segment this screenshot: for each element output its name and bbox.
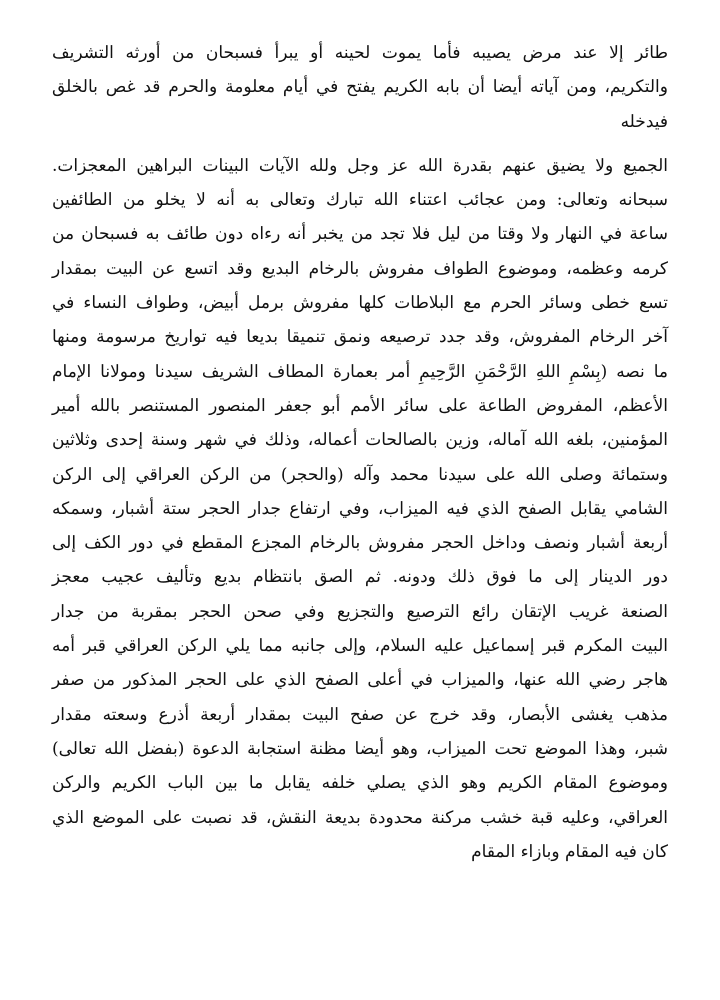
text-line: الصنعة غريب الإتقان رائع الترصيع والتجزيع وفي صحن الحجر بمقربة من جدار bbox=[52, 601, 668, 622]
text-line: سبحانه وتعالى: ومن عجائب اعتناء الله تبارك وتعالى به أنه لا يخلو من الطائفين bbox=[52, 190, 668, 211]
text-line: وستمائة وصلى الله على سيدنا محمد وآله (والحجر) من الركن العراقي إلى الركن bbox=[52, 464, 668, 485]
paragraph-2 bbox=[52, 149, 668, 869]
text-line: الجميع ولا يضيق عنهم بقدرة الله عز وجل ولله الآيات البينات البراهين المعجزات. bbox=[52, 155, 668, 176]
paragraph-1 bbox=[52, 36, 668, 139]
text-line: طائر إلا عند مرض يصيبه فأما يموت لحينه أو يبرأ فسبحان من أورثه التشريف bbox=[52, 43, 668, 63]
text-line: فيدخله bbox=[620, 111, 668, 132]
text-line: دور الدينار إلى ما فوق ذلك ودونه. ثم الصق بانتظام بديع وتأليف عجيب معجز bbox=[52, 567, 668, 588]
text-line: ساعة في النهار ولا وقتا من ليل فلا تجد من يخبر أنه رءاه دون طائف به فسبحان من bbox=[52, 224, 668, 245]
text-line: أربعة أشبار ونصف وداخل الحجر مفروش بالرخام المجزع المقطع في دور الكف إلى bbox=[52, 533, 668, 554]
text-line: هاجر رضي الله عنها، والميزاب في أعلى الصفح الذي على الحجر المذكور من صفر bbox=[52, 670, 668, 691]
text-line: شبر، وهذا الموضع تحت الميزاب، وهو أيضا مظنة استجابة الدعوة (بفضل الله تعالى) bbox=[52, 738, 668, 759]
text-line: المؤمنين، بلغه الله آماله، وزين بالصالحات أعماله، وذلك في شهر وسنة إحدى وثلاثين bbox=[52, 430, 668, 451]
text-line: تسع خطى وسائر الحرم مع البلاطات كلها مفروش برمل أبيض، وطواف النساء في bbox=[52, 293, 668, 314]
text-line: كان فيه المقام وبازاء المقام bbox=[471, 841, 668, 862]
text-line: البيت المكرم قبر إسماعيل عليه السلام، وإلى جانبه مما يلي الركن العراقي قبر أمه bbox=[52, 636, 668, 657]
text-line: الشامي يقابل الصفح الذي فيه الميزاب، وفي ارتفاع جدار الحجر ستة أشبار، وسمكه bbox=[52, 498, 668, 519]
text-line: العراقي، وعليه قبة خشب مركنة محدودة بديعة النقش، قد نصبت على الموضع الذي bbox=[52, 807, 668, 828]
text-line: ما نصه (بِسْمِ اللهِ الرَّحْمَنِ الرَّحِيمِ أمر بعمارة المطاف الشريف سيدنا ومولانا الإمام bbox=[52, 361, 668, 382]
text-line: والتكريم، ومن آياته أيضا أن بابه الكريم يفتح في أيام معلومة والحرم قد غص بالخلق bbox=[52, 77, 668, 98]
text-line: الأعظم، المفروض الطاعة على سائر الأمم أبو جعفر المنصور المستنصر بالله أمير bbox=[52, 395, 668, 416]
text-line: مذهب يغشى الأبصار، وقد خرج عن صفح البيت بمقدار أربعة أذرع وسعته مقدار bbox=[52, 704, 668, 725]
text-line: آخر الرخام المفروش، وقد جدد ترصيعه ونمق تنميقا بديعا فيه تواريخ مرسومة ومنها bbox=[52, 327, 668, 348]
text-line: كرمه وعظمه، وموضوع الطواف مفروش بالرخام البديع وقد اتسع عن البيت بمقدار bbox=[52, 258, 668, 279]
text-line: وموضوع المقام الكريم وهو الذي يصلي خلفه يقابل ما بين الباب الكريم والركن bbox=[52, 773, 668, 794]
